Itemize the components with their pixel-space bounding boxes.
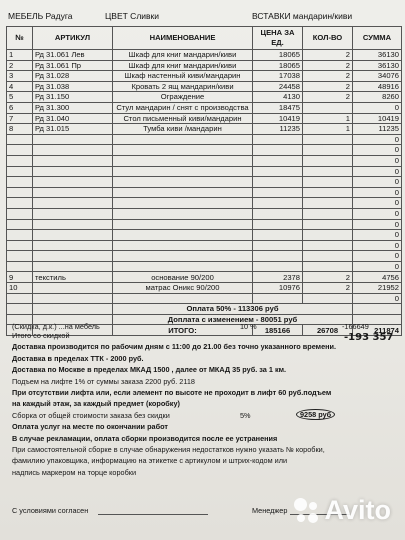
table-row — [7, 102, 402, 113]
row-price — [253, 230, 303, 241]
row-sum: 0 — [353, 187, 402, 198]
row-qty: 1 — [303, 124, 353, 135]
row-sum: 11235 — [353, 124, 402, 135]
row-price — [253, 198, 303, 209]
row-qty — [303, 208, 353, 219]
row-price — [253, 293, 303, 304]
row-price — [253, 240, 303, 251]
note-text: Доставка производится по рабочим дням с 11:00 до 21.00 без точно указанного времени. — [12, 342, 337, 352]
row-price — [253, 155, 303, 166]
row-qty — [303, 293, 353, 304]
table-row — [7, 198, 402, 209]
row-article — [33, 177, 113, 188]
discount-percent: 10 % — [240, 322, 257, 331]
row-sum: 0 — [353, 145, 402, 156]
note-line — [12, 365, 286, 374]
row-price: 18475 — [253, 102, 303, 113]
row-price: 11235 — [253, 124, 303, 135]
row-number — [7, 240, 33, 251]
note-line — [12, 434, 277, 443]
avito-logo-icon — [291, 496, 321, 526]
totals-label: ИТОГО: — [113, 325, 253, 336]
row-number: 9 — [7, 272, 33, 283]
row-article: Рд 31.038 — [33, 81, 113, 92]
row-qty: 2 — [303, 92, 353, 103]
discount-line: (Скидка, д.к.) ...на мебель — [12, 322, 100, 331]
row-price: 18065 — [253, 50, 303, 61]
note-text: на каждый этаж, за каждый предмет (коробку) — [12, 399, 180, 409]
row-name — [113, 208, 253, 219]
table-row — [7, 293, 402, 304]
assembly-cost-circled: 9258 руб — [296, 409, 335, 420]
row-price — [253, 261, 303, 272]
col-number: № — [7, 27, 33, 50]
note-line — [12, 331, 70, 340]
totals-a: 185166 — [253, 325, 303, 336]
row-price — [253, 177, 303, 188]
row-sum: 0 — [353, 134, 402, 145]
color-label: ЦВЕТ Сливки — [105, 11, 160, 21]
row-price: 17038 — [253, 71, 303, 82]
row-sum: 34076 — [353, 71, 402, 82]
row-article — [33, 230, 113, 241]
row-article — [33, 261, 113, 272]
row-sum: 0 — [353, 155, 402, 166]
note-text: Подъем на лифте 1% от суммы заказа 2200 руб. 2118 — [12, 376, 195, 386]
totals-sum: 211874 — [353, 325, 402, 336]
row-sum: 0 — [353, 219, 402, 230]
surcharge-text: Доплата с изменением - 80051 руб — [113, 314, 353, 325]
row-qty — [303, 187, 353, 198]
row-price — [253, 145, 303, 156]
row-sum: 0 — [353, 198, 402, 209]
row-name — [113, 145, 253, 156]
row-number — [7, 166, 33, 177]
row-name: матрас Оникс 90/200 — [113, 283, 253, 294]
row-qty: 2 — [303, 272, 353, 283]
row-sum: 0 — [353, 208, 402, 219]
table-row — [7, 124, 402, 135]
row-number: 6 — [7, 102, 33, 113]
note-text: Итого со скидкой — [12, 331, 70, 340]
table-header-row — [7, 27, 402, 50]
row-name: Стол письменный киви/мандарин — [113, 113, 253, 124]
row-article — [33, 283, 113, 294]
note-text: При отсутствии лифта или, если элемент по высоте не проходит в лифт 60 руб.подъем — [12, 388, 332, 397]
row-price: 18065 — [253, 60, 303, 71]
table-row — [7, 155, 402, 166]
row-article: Рд 31.150 — [33, 92, 113, 103]
row-article — [33, 145, 113, 156]
row-name — [113, 166, 253, 177]
row-qty — [303, 166, 353, 177]
order-table — [6, 26, 402, 336]
avito-wordmark: Avito — [324, 495, 391, 525]
row-number: 2 — [7, 60, 33, 71]
note-line — [12, 456, 287, 465]
row-name — [113, 177, 253, 188]
row-number — [7, 293, 33, 304]
note-line — [12, 354, 144, 363]
row-article: текстиль — [33, 272, 113, 283]
discount-amount: -166649 — [342, 322, 369, 331]
prepay-row — [7, 304, 402, 315]
row-sum: 0 — [353, 261, 402, 272]
note-line — [12, 342, 336, 351]
row-sum: 10419 — [353, 113, 402, 124]
row-qty: 2 — [303, 71, 353, 82]
table-row — [7, 81, 402, 92]
col-article: АРТИКУЛ — [33, 27, 113, 50]
table-row — [7, 92, 402, 103]
row-qty — [303, 134, 353, 145]
table-row — [7, 113, 402, 124]
row-sum: 0 — [353, 293, 402, 304]
row-qty: 2 — [303, 283, 353, 294]
client-signature-line — [98, 506, 208, 515]
row-number: 5 — [7, 92, 33, 103]
note-text: Сборка от общей стоимости заказа без скидки — [12, 410, 170, 420]
row-sum: 0 — [353, 102, 402, 113]
row-name — [113, 219, 253, 230]
row-price: 10419 — [253, 113, 303, 124]
row-number: 1 — [7, 50, 33, 61]
inserts-label: ВСТАВКИ мандарин/киви — [252, 11, 353, 21]
table-row — [7, 134, 402, 145]
row-name — [113, 187, 253, 198]
store-name: МЕБЕЛЬ Радуга — [8, 11, 73, 21]
row-number — [7, 219, 33, 230]
row-number — [7, 198, 33, 209]
table-row — [7, 219, 402, 230]
row-article: Рд 31.028 — [33, 71, 113, 82]
row-name — [113, 261, 253, 272]
row-price — [253, 219, 303, 230]
table-row — [7, 261, 402, 272]
row-article — [33, 293, 113, 304]
row-article — [33, 240, 113, 251]
row-name — [113, 198, 253, 209]
row-number — [7, 208, 33, 219]
row-qty — [303, 155, 353, 166]
row-article — [33, 166, 113, 177]
row-price — [253, 166, 303, 177]
row-number: 10 — [7, 283, 33, 294]
row-name — [113, 155, 253, 166]
table-row — [7, 71, 402, 82]
col-name: НАИМЕНОВАНИЕ — [113, 27, 253, 50]
row-qty: 2 — [303, 81, 353, 92]
row-sum: 0 — [353, 177, 402, 188]
table-row — [7, 177, 402, 188]
row-price: 2378 — [253, 272, 303, 283]
row-qty — [303, 251, 353, 262]
row-name — [113, 293, 253, 304]
table-row — [7, 283, 402, 294]
table-row — [7, 272, 402, 283]
row-name — [113, 251, 253, 262]
row-number — [7, 145, 33, 156]
table-row — [7, 166, 402, 177]
row-article — [33, 251, 113, 262]
row-article: Рд 31.040 — [33, 113, 113, 124]
row-qty — [303, 102, 353, 113]
row-qty: 2 — [303, 60, 353, 71]
row-article: Рд 31.300 — [33, 102, 113, 113]
row-sum: 8260 — [353, 92, 402, 103]
row-number — [7, 187, 33, 198]
row-number — [7, 230, 33, 241]
note-line — [12, 468, 136, 477]
note-line — [12, 377, 195, 386]
table-row — [7, 240, 402, 251]
row-name: основание 90/200 — [113, 272, 253, 283]
row-qty — [303, 219, 353, 230]
row-price — [253, 251, 303, 262]
table-row — [7, 50, 402, 61]
row-article — [33, 198, 113, 209]
row-name: Кровать 2 ящ мандарин/киви — [113, 81, 253, 92]
assembly-percent: 5% — [240, 410, 251, 420]
prepay-text: Оплата 50% - 113306 руб — [113, 304, 353, 315]
row-qty — [303, 198, 353, 209]
row-qty — [303, 177, 353, 188]
table-row — [7, 251, 402, 262]
row-name — [113, 240, 253, 251]
row-qty: 2 — [303, 50, 353, 61]
manager-label: Менеджер — [252, 506, 288, 515]
note-text: Оплата услуг на месте по окончании работ — [12, 422, 168, 432]
col-qty: КОЛ-ВО — [303, 27, 353, 50]
row-article — [33, 208, 113, 219]
note-text: Доставка по Москве в пределах МКАД 1500 , далее от МКАД 35 руб. за 1 км. — [12, 365, 287, 375]
col-price: ЦЕНА ЗА ЕД. — [253, 27, 303, 50]
note-text: В случае рекламации, оплата сборки производится после ее устранения — [12, 433, 278, 443]
table-row — [7, 208, 402, 219]
row-qty — [303, 230, 353, 241]
note-line — [12, 422, 168, 431]
row-number: 7 — [7, 113, 33, 124]
note-line — [12, 399, 180, 408]
row-sum: 0 — [353, 230, 402, 241]
row-name: Ограждение — [113, 92, 253, 103]
note-line — [12, 388, 331, 397]
row-name: Шкаф для книг мандарин/киви — [113, 60, 253, 71]
row-number — [7, 251, 33, 262]
row-qty — [303, 240, 353, 251]
totals-b: 26708 — [303, 325, 353, 336]
table-row — [7, 230, 402, 241]
row-number: 3 — [7, 71, 33, 82]
row-price: 4130 — [253, 92, 303, 103]
assembly-cost — [296, 410, 335, 419]
row-qty — [303, 145, 353, 156]
avito-watermark — [291, 495, 392, 526]
row-name: Тумба киви /мандарин — [113, 124, 253, 135]
row-sum: 0 — [353, 251, 402, 262]
row-number — [7, 134, 33, 145]
row-name: Шкаф для книг мандарин/киви — [113, 50, 253, 61]
row-sum: 36130 — [353, 50, 402, 61]
row-price — [253, 187, 303, 198]
note-text: Доставка в пределах ТТК - 2000 руб. — [12, 353, 144, 363]
row-qty: 1 — [303, 113, 353, 124]
row-name: Стул мандарин / снят с производства — [113, 102, 253, 113]
col-sum: СУММА — [353, 27, 402, 50]
table-row — [7, 60, 402, 71]
row-article: Рд 31.061 Пр — [33, 60, 113, 71]
row-price: 10976 — [253, 283, 303, 294]
row-qty — [303, 261, 353, 272]
note-text: При самостоятельной сборке в случае обнаружения недостатков нужно указать № коробки, — [12, 445, 325, 454]
row-sum: 36130 — [353, 60, 402, 71]
row-number — [7, 155, 33, 166]
row-price: 24458 — [253, 81, 303, 92]
row-article: Рд 31.015 — [33, 124, 113, 135]
row-sum: 21952 — [353, 283, 402, 294]
row-sum: 0 — [353, 240, 402, 251]
row-name — [113, 230, 253, 241]
row-article: Рд 31.061 Лев — [33, 50, 113, 61]
row-sum: 4756 — [353, 272, 402, 283]
row-article — [33, 155, 113, 166]
row-price — [253, 134, 303, 145]
row-number — [7, 177, 33, 188]
row-number: 4 — [7, 81, 33, 92]
row-name: Шкаф настенный киви/мандарин — [113, 71, 253, 82]
row-name — [113, 134, 253, 145]
table-row — [7, 187, 402, 198]
row-sum: 48916 — [353, 81, 402, 92]
note-text: надпись маркером на торце коробки — [12, 467, 137, 477]
row-price — [253, 208, 303, 219]
note-line — [12, 411, 170, 420]
row-number: 8 — [7, 124, 33, 135]
handwritten-total: -193 357 — [344, 332, 394, 343]
table-row — [7, 145, 402, 156]
row-number — [7, 261, 33, 272]
row-article — [33, 219, 113, 230]
note-text: фамилию упаковщика, информацию на этикетке с артикулом и штрих-кодом или — [12, 456, 288, 466]
row-article — [33, 187, 113, 198]
agreed-label: С условиями согласен — [12, 506, 89, 515]
note-line — [12, 445, 325, 454]
row-sum: 0 — [353, 166, 402, 177]
row-article — [33, 134, 113, 145]
